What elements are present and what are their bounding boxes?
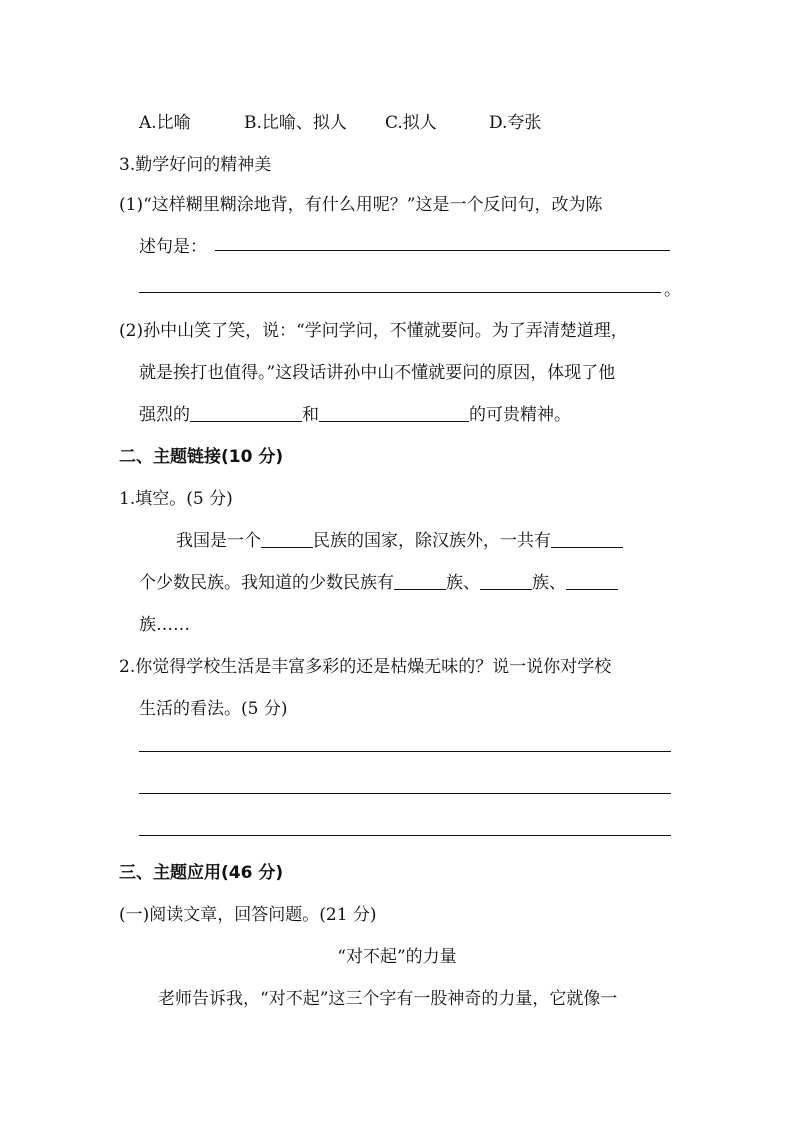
blank[interactable] [261, 531, 313, 548]
option-c: C.拟人 [385, 113, 437, 133]
s2-q1-title: 1.填空。(5 分) [119, 489, 233, 509]
s2-q2-line1: 2.你觉得学校生活是丰富多彩的还是枯燥无味的？说一说你对学校 [119, 657, 612, 677]
blank[interactable] [394, 573, 446, 590]
answer-line[interactable] [139, 292, 661, 293]
text-segment: 族、 [532, 573, 566, 593]
option-d: D.夸张 [489, 113, 542, 133]
q3-p2-line1: (2)孙中山笑了笑，说：“学问学问，不懂就要问。为了弄清楚道理， [119, 321, 628, 341]
answer-line[interactable] [215, 250, 670, 251]
option-a: A.比喻 [139, 113, 191, 133]
q3-p1-line2 [139, 232, 207, 257]
blank[interactable] [190, 405, 302, 422]
article-title: “对不起”的力量 [337, 947, 457, 967]
q3-heading: 3.勤学好问的精神美 [119, 155, 272, 175]
answer-line[interactable] [139, 835, 671, 836]
s2-q1-line2 [139, 568, 618, 593]
text-segment: 的可贵精神。 [469, 405, 571, 425]
blank[interactable] [480, 573, 532, 590]
q3-p2-line2: 就是挨打也值得。”这段话讲孙中山不懂就要问的原因，体现了他 [139, 363, 616, 383]
q3-p1-label: 述句是： [139, 237, 207, 257]
text-segment: 强烈的 [139, 405, 190, 425]
answer-line[interactable] [139, 751, 671, 752]
q3-p1-line1: (1)“这样糊里糊涂地背，有什么用呢？”这是一个反问句，改为陈 [119, 195, 603, 215]
option-b: B.比喻、拟人 [244, 113, 347, 133]
text-segment: 我国是一个 [176, 531, 261, 551]
section3-heading: 三、主题应用(46 分) [119, 863, 284, 883]
s3-sub: (一)阅读文章，回答问题。(21 分) [119, 905, 377, 925]
blank[interactable] [566, 573, 618, 590]
article-line1: 老师告诉我，“对不起”这三个字有一股神奇的力量，它就像一 [158, 989, 618, 1009]
q3-p2-line3 [139, 400, 571, 425]
text-segment: 族、 [446, 573, 480, 593]
q3-p1-end: 。 [664, 280, 681, 300]
s2-q2-line2: 生活的看法。(5 分) [139, 699, 288, 719]
s2-q1-line1 [176, 526, 623, 551]
s2-q1-line3: 族…… [139, 615, 190, 635]
answer-line[interactable] [139, 793, 671, 794]
section2-heading: 二、主题链接(10 分) [119, 447, 284, 467]
blank[interactable] [319, 405, 469, 422]
text-segment: 民族的国家，除汉族外，一共有 [313, 531, 551, 551]
blank[interactable] [551, 531, 623, 548]
text-segment: 个少数民族。我知道的少数民族有 [139, 573, 394, 593]
text-segment: 和 [302, 405, 319, 425]
